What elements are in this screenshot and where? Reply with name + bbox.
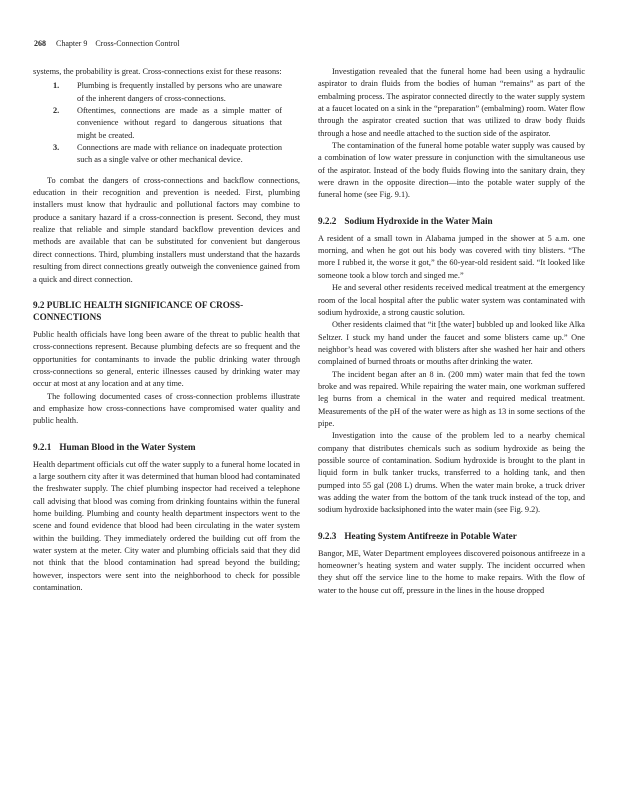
paragraph: He and several other residents received medical treatment at the emergency room of the local hospital after the public water system was contaminated with sodium hydroxide, a strong caustic solution. bbox=[318, 283, 585, 317]
paragraph: The following documented cases of cross-connection problems illustrate and emphasize how cross-connections have compromised water quality and public health. bbox=[33, 391, 300, 426]
running-title: Chapter 9 Cross-Connection Control bbox=[56, 39, 180, 48]
paragraph: Bangor, ME, Water Department employees discovered poisonous antifreeze in a homeowner’s heating system and water supply. The incident occurred when they shut off the service line to the home to make repairs. With the flow of water to the house cut off, pressure in the lines in the house dropped bbox=[318, 548, 585, 595]
paragraph: The contamination of the funeral home potable water supply was caused by a combination of low water pressure in conjunction with the simultaneous use of the aspirator. Instead of the body fluids flowing into the sanitary drain, they were drawn in the opposite direction—into the potable water supply of the funeral home (see Fig. 9.1). bbox=[318, 141, 585, 200]
list-item bbox=[33, 105, 300, 142]
paragraph: Investigation revealed that the funeral home had been using a hydraulic aspirator to drain fluids from the bodies of human “remains” as part of the embalming process. The aspirator connected directly to the water supply system at a faucet located on a sink in the “preparation” (embalming) room. Water flow through the aspirator created suction that was utilized to draw body fluids through a hose and needle attached to the suction side of the aspirator. bbox=[318, 67, 585, 138]
list-item bbox=[33, 142, 300, 167]
paragraph: A resident of a small town in Alabama jumped in the shower at 5 a.m. one morning, and when he got out his body was covered with tiny blisters. “The more I rubbed it, the worse it got,” the 60-year-old resident said. “It looked like someone took a blow torch and singed me.” bbox=[318, 233, 585, 280]
left-column bbox=[33, 66, 300, 594]
list-item bbox=[33, 80, 300, 105]
subsection-heading bbox=[318, 215, 585, 227]
section-heading: 9.2 PUBLIC HEALTH SIGNIFICANCE OF CROSS-CONNECTIONS bbox=[33, 299, 244, 322]
list-number: 3. bbox=[53, 143, 60, 153]
list-text: Oftentimes, connections are made as a simple matter of convenience without regard to dangerous situations that might be created. bbox=[77, 106, 282, 140]
subsection-number: 9.2.1 bbox=[33, 441, 52, 452]
list-number: 2. bbox=[53, 106, 60, 116]
right-column bbox=[318, 66, 585, 597]
paragraph: Investigation into the cause of the problem led to a nearby chemical company that distributes chemicals such as sodium hydroxide as being the possible source of contamination. Sodium hydroxide is brought to the plant in liquid form in bulk tanker trucks, transferred to a holding tank, and then pumped into 55 gal (208 L) drums. When the water main broke, a truck driver was adding the water from the bottom of the tank truck instead of the top, and sodium hydroxide backsiphoned into the water main (see Fig. 9.2). bbox=[318, 431, 585, 515]
running-header bbox=[34, 39, 180, 48]
intro-paragraph: systems, the probability is great. Cross-connections exist for these reasons: bbox=[33, 67, 282, 76]
subsection-title: Heating System Antifreeze in Potable Water bbox=[344, 530, 517, 541]
paragraph: Other residents claimed that “it [the water] bubbled up and looked like Alka Seltzer. I stuck my hand under the faucet and some blisters came up.” One neighbor’s head was covered with blisters after she washed her hair and others complained of burned throats or mouths after drinking the water. bbox=[318, 320, 585, 367]
list-text: Connections are made with reliance on inadequate protection such as a single valve or other mechanical device. bbox=[77, 143, 282, 165]
page-number: 268 bbox=[34, 39, 46, 48]
paragraph: Health department officials cut off the water supply to a funeral home located in a large southern city after it was determined that human blood had contaminated the freshwater supply. The chief plumbing inspector had received a telephone call advising that blood was coming from drinking fountains within the funeral home building. Plumbing and county health department inspectors went to the scene and found evidence that blood had been circulating in the water system within the building. They immediately ordered the building cut off from the water system at the meter. City water and plumbing officials said that they did not think that the blood contamination had spread beyond the building; however, inspectors were sent into the neighborhood to check for possible contamination. bbox=[33, 459, 300, 593]
subsection-heading bbox=[33, 441, 300, 453]
reasons-list bbox=[33, 80, 300, 166]
list-number: 1. bbox=[53, 81, 60, 91]
paragraph: To combat the dangers of cross-connections and backflow connections, education in their recognition and prevention is needed. First, plumbing installers must know that hydraulic and pollutional factors may combine to produce a sanitary hazard if a cross-connection is present. Second, they must realize that reliable and simple standard backflow prevention devices and methods are available that can be substituted for convenient but dangerous direct connections. Third, plumbing installers must understand that the hazards resulting from direct connections greatly outweigh the convenience gained from a quick and direct connection. bbox=[33, 175, 300, 284]
subsection-number: 9.2.2 bbox=[318, 215, 337, 226]
subsection-heading bbox=[318, 530, 585, 542]
subsection-number: 9.2.3 bbox=[318, 530, 337, 541]
subsection-title: Human Blood in the Water System bbox=[59, 441, 196, 452]
list-text: Plumbing is frequently installed by persons who are unaware of the inherent dangers of cross-connections. bbox=[77, 81, 282, 103]
paragraph: The incident began after an 8 in. (200 mm) water main that fed the town broke and was repaired. While repairing the water main, one workman suffered leg burns from a chemical in the water and required medical treatment. Measurements of the pH of the water were as high as 13 in some sections of the pipe. bbox=[318, 369, 585, 428]
paragraph: Public health officials have long been aware of the threat to public health that cross-connections represent. Because plumbing defects are so frequent and the opportunities for contaminants to invade the public drinking water through cross-connections so general, enteric illnesses caused by drinking water may occur at most at any location and at any time. bbox=[33, 329, 300, 389]
subsection-title: Sodium Hydroxide in the Water Main bbox=[344, 215, 493, 226]
